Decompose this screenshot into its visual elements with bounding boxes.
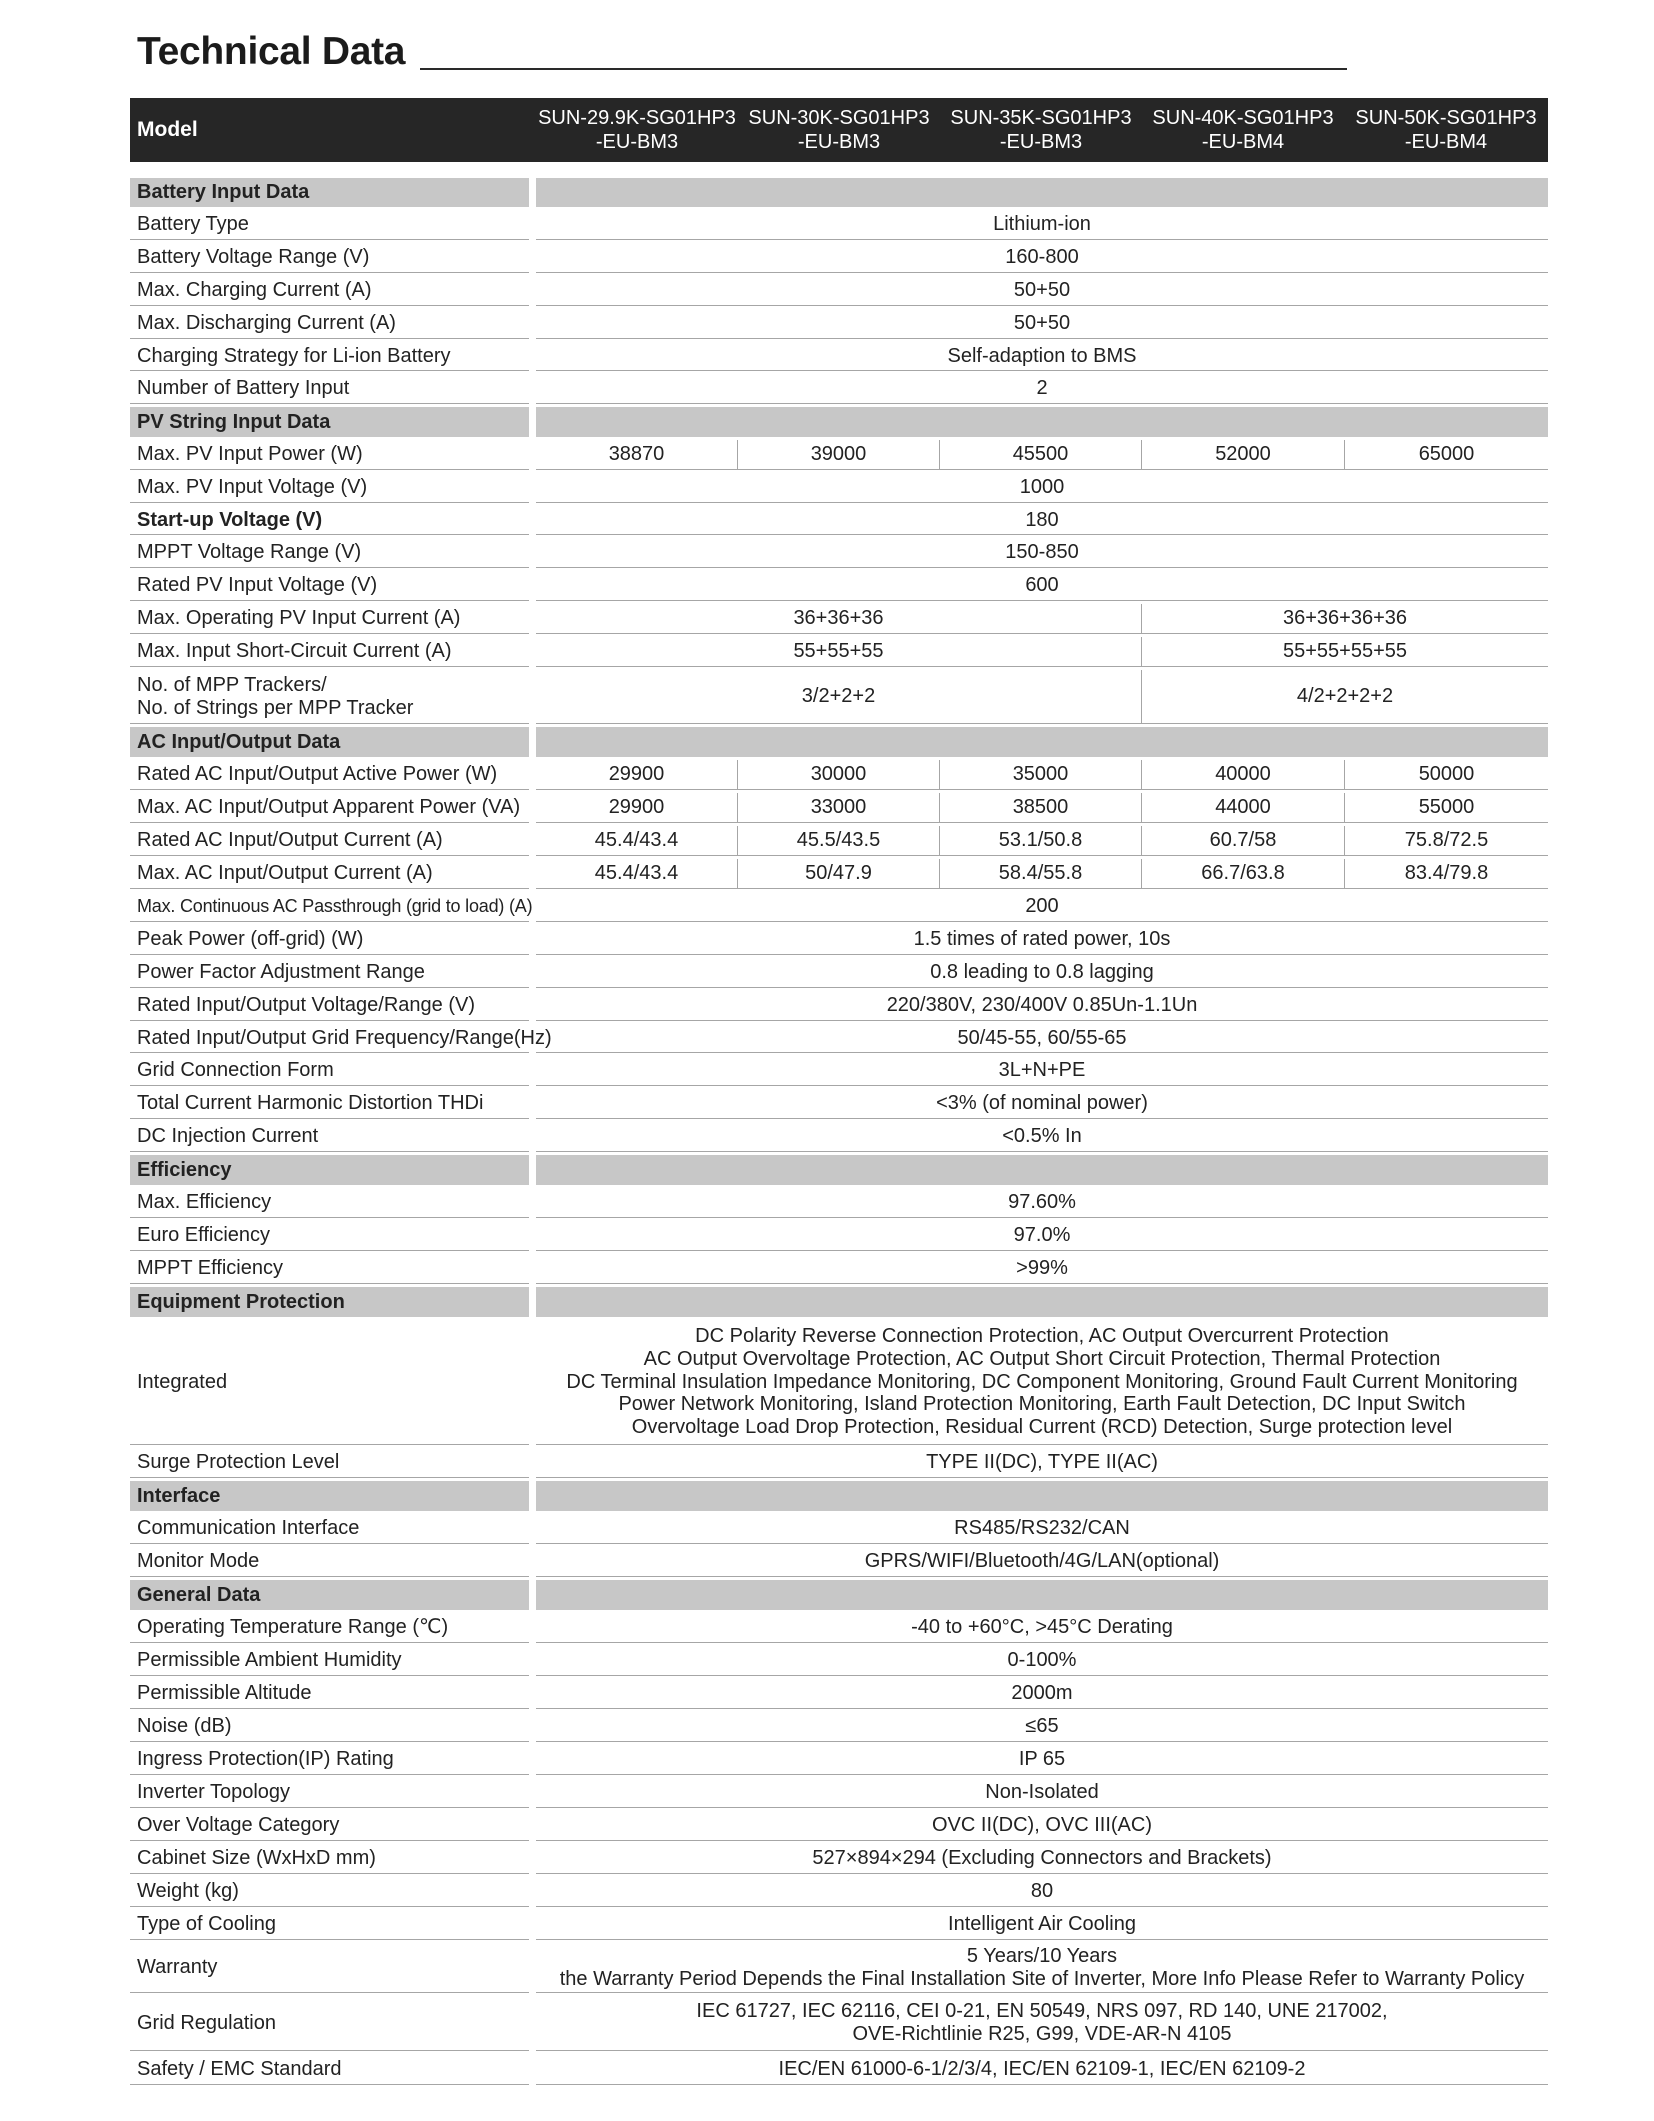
- spec-value: 0.8 leading to 0.8 lagging: [536, 958, 1548, 988]
- spec-value: 180: [536, 506, 1548, 535]
- spec-value: 75.8/72.5: [1345, 826, 1548, 856]
- spec-label: Grid Connection Form: [130, 1056, 529, 1086]
- spec-label: Max. Efficiency: [130, 1188, 529, 1218]
- spec-value: 38870: [536, 440, 738, 470]
- spec-label: Monitor Mode: [130, 1547, 529, 1577]
- section-band: [536, 1481, 1548, 1511]
- spec-label: Rated PV Input Voltage (V): [130, 571, 529, 601]
- model-header-3: [940, 98, 1142, 162]
- spec-value: 66.7/63.8: [1142, 859, 1345, 889]
- model-header-5: [1344, 98, 1548, 162]
- spec-label: Type of Cooling: [130, 1910, 529, 1940]
- model-name-line1: SUN-40K-SG01HP3: [1152, 107, 1334, 129]
- page-title: Technical Data: [137, 30, 406, 73]
- spec-label: Rated Input/Output Grid Frequency/Range(Hz): [130, 1024, 529, 1053]
- spec-label: Operating Temperature Range (℃): [130, 1613, 529, 1643]
- spec-label: Safety / EMC Standard: [130, 2054, 529, 2085]
- spec-value: -40 to +60°C, >45°C Derating: [536, 1613, 1548, 1643]
- spec-value: 83.4/79.8: [1345, 859, 1548, 889]
- spec-label: Weight (kg): [130, 1877, 529, 1907]
- spec-value: 39000: [738, 440, 940, 470]
- model-header-row: [130, 98, 1548, 162]
- spec-value: 150-850: [536, 538, 1548, 568]
- model-name-line2: -EU-BM3: [595, 131, 679, 153]
- spec-value: Intelligent Air Cooling: [536, 1910, 1548, 1940]
- spec-value: 3L+N+PE: [536, 1056, 1548, 1086]
- spec-value: Non-Isolated: [536, 1778, 1548, 1808]
- spec-value: IEC/EN 61000-6-1/2/3/4, IEC/EN 62109-1, IEC/EN 62109-2: [536, 2054, 1548, 2085]
- spec-label: DC Injection Current: [130, 1122, 529, 1152]
- spec-value: 2: [536, 374, 1548, 404]
- spec-value: TYPE II(DC), TYPE II(AC): [536, 1448, 1548, 1478]
- spec-value: 1000: [536, 473, 1548, 503]
- spec-label: Integrated: [130, 1320, 529, 1445]
- spec-value: 65000: [1345, 440, 1548, 470]
- spec-value: 45.4/43.4: [536, 859, 738, 889]
- spec-value: 52000: [1142, 440, 1345, 470]
- spec-value: RS485/RS232/CAN: [536, 1514, 1548, 1544]
- spec-label: Rated AC Input/Output Active Power (W): [130, 760, 529, 790]
- spec-value: DC Polarity Reverse Connection Protection, AC Output Overcurrent Protection AC Output Overvoltage Protection, AC Output Short Circuit Protection, Thermal Protection DC Terminal Insulation Impedance Monitoring, DC Component Monitoring, Ground Fault Current Monitoring Power Network Monitoring, Island Protection Monitoring, Earth Fault Detection, DC Input Switch Overvoltage Load Drop Protection, Residual Current (RCD) Detection, Surge protection level: [536, 1320, 1548, 1445]
- spec-label: Cabinet Size (WxHxD mm): [130, 1844, 529, 1874]
- spec-label: Max. Discharging Current (A): [130, 309, 529, 339]
- spec-label: Euro Efficiency: [130, 1221, 529, 1251]
- spec-value: 45500: [940, 440, 1142, 470]
- spec-value: 220/380V, 230/400V 0.85Un-1.1Un: [536, 991, 1548, 1021]
- spec-label: Max. Continuous AC Passthrough (grid to load) (A): [130, 892, 529, 922]
- section-heading: Interface: [130, 1481, 529, 1511]
- spec-label: No. of MPP Trackers/ No. of Strings per MPP Tracker: [130, 670, 529, 724]
- spec-label: MPPT Efficiency: [130, 1254, 529, 1284]
- spec-value: 60.7/58: [1142, 826, 1345, 856]
- spec-value: 33000: [738, 793, 940, 823]
- spec-value: 50/45-55, 60/55-65: [536, 1024, 1548, 1053]
- spec-value: 36+36+36: [536, 604, 1142, 634]
- spec-label: Max. PV Input Voltage (V): [130, 473, 529, 503]
- spec-label: Grid Regulation: [130, 1996, 529, 2051]
- spec-value: 38500: [940, 793, 1142, 823]
- spec-label: Charging Strategy for Li-ion Battery: [130, 342, 529, 371]
- section-band: [536, 178, 1548, 207]
- spec-value: 50/47.9: [738, 859, 940, 889]
- spec-label: Max. AC Input/Output Current (A): [130, 859, 529, 889]
- model-name-line1: SUN-50K-SG01HP3: [1355, 107, 1537, 129]
- spec-label: Number of Battery Input: [130, 374, 529, 404]
- title-block: [137, 28, 1347, 88]
- spec-value: 58.4/55.8: [940, 859, 1142, 889]
- model-header-label: Model: [137, 118, 198, 141]
- spec-label: Start-up Voltage (V): [130, 506, 529, 535]
- spec-label: Battery Type: [130, 210, 529, 240]
- model-name-line2: -EU-BM3: [797, 131, 881, 153]
- model-name-line2: -EU-BM3: [999, 131, 1083, 153]
- spec-value: 3/2+2+2: [536, 670, 1142, 724]
- spec-value: 55+55+55+55: [1142, 637, 1548, 667]
- spec-value: 29900: [536, 760, 738, 790]
- spec-value: <0.5% In: [536, 1122, 1548, 1152]
- spec-value: 35000: [940, 760, 1142, 790]
- spec-label: Power Factor Adjustment Range: [130, 958, 529, 988]
- section-heading: General Data: [130, 1580, 529, 1610]
- model-name-line2: -EU-BM4: [1404, 131, 1488, 153]
- spec-label: Max. AC Input/Output Apparent Power (VA): [130, 793, 529, 823]
- section-band: [536, 1287, 1548, 1317]
- section-band: [536, 407, 1548, 437]
- spec-value: 50+50: [536, 276, 1548, 306]
- section-heading: Efficiency: [130, 1155, 529, 1185]
- model-name-line1: SUN-30K-SG01HP3: [748, 107, 930, 129]
- spec-value: >99%: [536, 1254, 1548, 1284]
- spec-value: 0-100%: [536, 1646, 1548, 1676]
- spec-value: 55+55+55: [536, 637, 1142, 667]
- spec-value: Self-adaption to BMS: [536, 342, 1548, 371]
- spec-value: IEC 61727, IEC 62116, CEI 0-21, EN 50549, NRS 097, RD 140, UNE 217002, OVE-Richtlinie R25, G99, VDE-AR-N 4105: [536, 1996, 1548, 2051]
- spec-value: ≤65: [536, 1712, 1548, 1742]
- title-underline: [420, 68, 1347, 70]
- spec-value: 80: [536, 1877, 1548, 1907]
- spec-label: Inverter Topology: [130, 1778, 529, 1808]
- spec-label: Max. Charging Current (A): [130, 276, 529, 306]
- spec-label: Permissible Ambient Humidity: [130, 1646, 529, 1676]
- section-band: [536, 727, 1548, 757]
- spec-value: GPRS/WIFI/Bluetooth/4G/LAN(optional): [536, 1547, 1548, 1577]
- section-band: [536, 1155, 1548, 1185]
- spec-value: 5 Years/10 Years the Warranty Period Depends the Final Installation Site of Inverter, More Info Please Refer to Warranty Policy: [536, 1943, 1548, 1993]
- spec-label: Noise (dB): [130, 1712, 529, 1742]
- spec-label: Permissible Altitude: [130, 1679, 529, 1709]
- spec-value: 4/2+2+2+2: [1142, 670, 1548, 724]
- section-heading: Battery Input Data: [130, 178, 529, 207]
- spec-value: OVC II(DC), OVC III(AC): [536, 1811, 1548, 1841]
- spec-value: 97.60%: [536, 1188, 1548, 1218]
- spec-label: Ingress Protection(IP) Rating: [130, 1745, 529, 1775]
- spec-value: 30000: [738, 760, 940, 790]
- spec-value: 36+36+36+36: [1142, 604, 1548, 634]
- spec-value: 50+50: [536, 309, 1548, 339]
- spec-value: 1.5 times of rated power, 10s: [536, 925, 1548, 955]
- spec-value: 160-800: [536, 243, 1548, 273]
- model-name-line1: SUN-35K-SG01HP3: [950, 107, 1132, 129]
- spec-value: 45.5/43.5: [738, 826, 940, 856]
- model-header-1: [536, 98, 738, 162]
- model-header-2: [738, 98, 940, 162]
- spec-label: Max. Input Short-Circuit Current (A): [130, 637, 529, 667]
- model-name-line2: -EU-BM4: [1201, 131, 1285, 153]
- spec-label: Battery Voltage Range (V): [130, 243, 529, 273]
- spec-value: 600: [536, 571, 1548, 601]
- spec-value: <3% (of nominal power): [536, 1089, 1548, 1119]
- spec-value: 53.1/50.8: [940, 826, 1142, 856]
- spec-value: 2000m: [536, 1679, 1548, 1709]
- spec-value: 200: [536, 892, 1548, 922]
- spec-value: 50000: [1345, 760, 1548, 790]
- spec-value: 55000: [1345, 793, 1548, 823]
- spec-value: Lithium-ion: [536, 210, 1548, 240]
- section-heading: Equipment Protection: [130, 1287, 529, 1317]
- spec-value: IP 65: [536, 1745, 1548, 1775]
- spec-value: 45.4/43.4: [536, 826, 738, 856]
- spec-label: Rated Input/Output Voltage/Range (V): [130, 991, 529, 1021]
- spec-label: Surge Protection Level: [130, 1448, 529, 1478]
- spec-label: Max. Operating PV Input Current (A): [130, 604, 529, 634]
- section-heading: PV String Input Data: [130, 407, 529, 437]
- spec-label: Communication Interface: [130, 1514, 529, 1544]
- section-heading: AC Input/Output Data: [130, 727, 529, 757]
- model-header-4: [1142, 98, 1344, 162]
- spec-label: Over Voltage Category: [130, 1811, 529, 1841]
- spec-label: Warranty: [130, 1943, 529, 1993]
- spec-label: MPPT Voltage Range (V): [130, 538, 529, 568]
- spec-value: 29900: [536, 793, 738, 823]
- spec-value: 44000: [1142, 793, 1345, 823]
- spec-value: 40000: [1142, 760, 1345, 790]
- spec-value: 97.0%: [536, 1221, 1548, 1251]
- spec-value: 527×894×294 (Excluding Connectors and Brackets): [536, 1844, 1548, 1874]
- section-band: [536, 1580, 1548, 1610]
- spec-label: Rated AC Input/Output Current (A): [130, 826, 529, 856]
- spec-label: Total Current Harmonic Distortion THDi: [130, 1089, 529, 1119]
- model-name-line1: SUN-29.9K-SG01HP3: [538, 107, 736, 129]
- spec-label: Max. PV Input Power (W): [130, 440, 529, 470]
- spec-label: Peak Power (off-grid) (W): [130, 925, 529, 955]
